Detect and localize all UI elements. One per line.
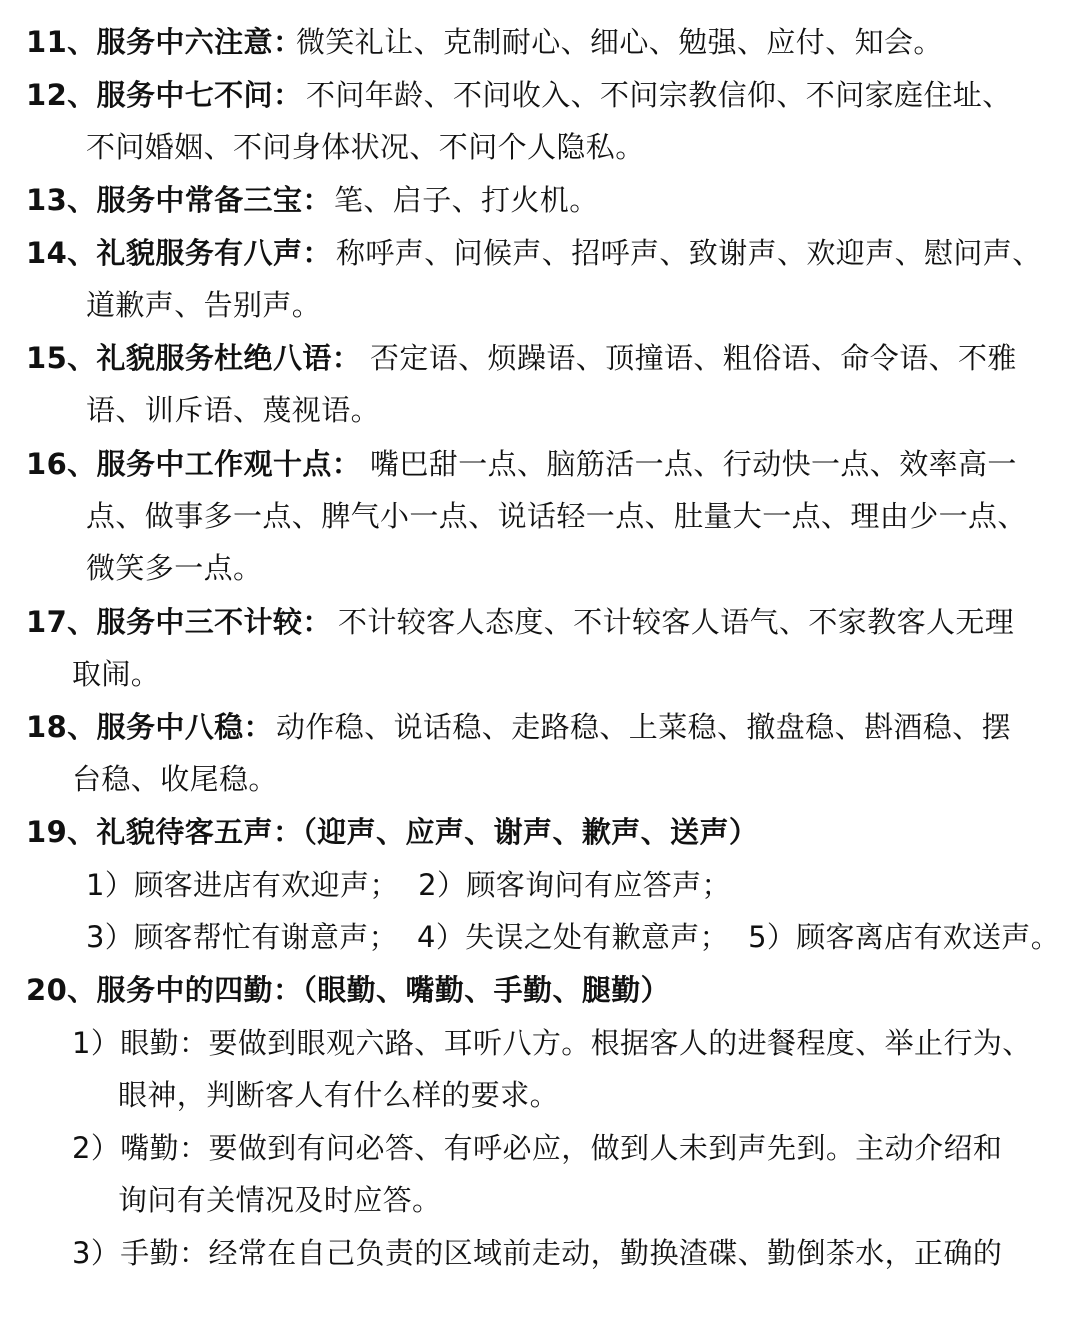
item-18-line-2: 台稳、收尾稳。	[72, 762, 278, 796]
item-15-heading: 15、礼貌服务杜绝八语：	[26, 341, 362, 375]
item-15-line-1: 否定语、烦躁语、顶撞语、粗俗语、命令语、不雅	[370, 341, 1017, 375]
item-20-line-3: 2）嘴勤：要做到有问必答、有呼必应，做到人未到声先到。主动介绍和	[72, 1131, 1003, 1165]
item-14-line-2: 道歉声、告别声。	[86, 288, 322, 322]
item-19-line-1: 1）顾客进店有欢迎声； 2）顾客询问有应答声；	[86, 868, 731, 902]
item-14-heading: 14、礼貌服务有八声：	[26, 236, 332, 270]
item-19-heading: 19、礼貌待客五声：（迎声、应声、谢声、歉声、送声）	[26, 815, 759, 849]
item-19-line-2: 3）顾客帮忙有谢意声； 4）失误之处有歉意声； 5）顾客离店有欢送声。	[86, 920, 1061, 954]
item-12-heading: 12、服务中七不问：	[26, 78, 303, 112]
item-18-heading: 18、服务中八稳：	[26, 710, 273, 744]
item-20-line-1: 1）眼勤：要做到眼观六路、耳听八方。根据客人的进餐程度、举止行为、	[72, 1026, 1032, 1060]
item-14-line-1: 称呼声、问候声、招呼声、致谢声、欢迎声、慰问声、	[336, 236, 1042, 270]
item-17-line-1: 不计较客人态度、不计较客人语气、不家教客人无理	[338, 605, 1015, 639]
item-20-line-4: 询问有关情况及时应答。	[118, 1183, 442, 1217]
item-13-line-1: 笔、启子、打火机。	[334, 183, 599, 217]
item-12-line-1: 不问年龄、不问收入、不问宗教信仰、不问家庭住址、	[306, 78, 1012, 112]
item-20-line-5: 3）手勤：经常在自己负责的区域前走动，勤换渣碟、勤倒茶水，正确的	[72, 1236, 1003, 1270]
item-11-line-1: 微笑礼让、克制耐心、细心、勉强、应付、知会。	[296, 25, 943, 59]
item-16-line-2: 点、做事多一点、脾气小一点、说话轻一点、肚量大一点、理由少一点、	[86, 499, 1027, 533]
item-16-heading: 16、服务中工作观十点：	[26, 447, 362, 481]
item-15-line-2: 语、训斥语、蔑视语。	[86, 393, 381, 427]
item-18-line-1: 动作稳、说话稳、走路稳、上菜稳、撤盘稳、斟酒稳、摆	[276, 710, 1012, 744]
item-17-heading: 17、服务中三不计较：	[26, 605, 332, 639]
item-11-heading: 11、服务中六注意：	[26, 25, 303, 59]
item-13-heading: 13、服务中常备三宝：	[26, 183, 332, 217]
item-12-line-2: 不问婚姻、不问身体状况、不问个人隐私。	[86, 130, 645, 164]
item-17-line-2: 取闹。	[72, 657, 161, 691]
item-20-heading: 20、服务中的四勤：（眼勤、嘴勤、手勤、腿勤）	[26, 973, 671, 1007]
item-16-line-3: 微笑多一点。	[86, 551, 263, 585]
item-16-line-1: 嘴巴甜一点、脑筋活一点、行动快一点、效率高一	[370, 447, 1017, 481]
item-20-line-2: 眼神，判断客人有什么样的要求。	[118, 1078, 560, 1112]
